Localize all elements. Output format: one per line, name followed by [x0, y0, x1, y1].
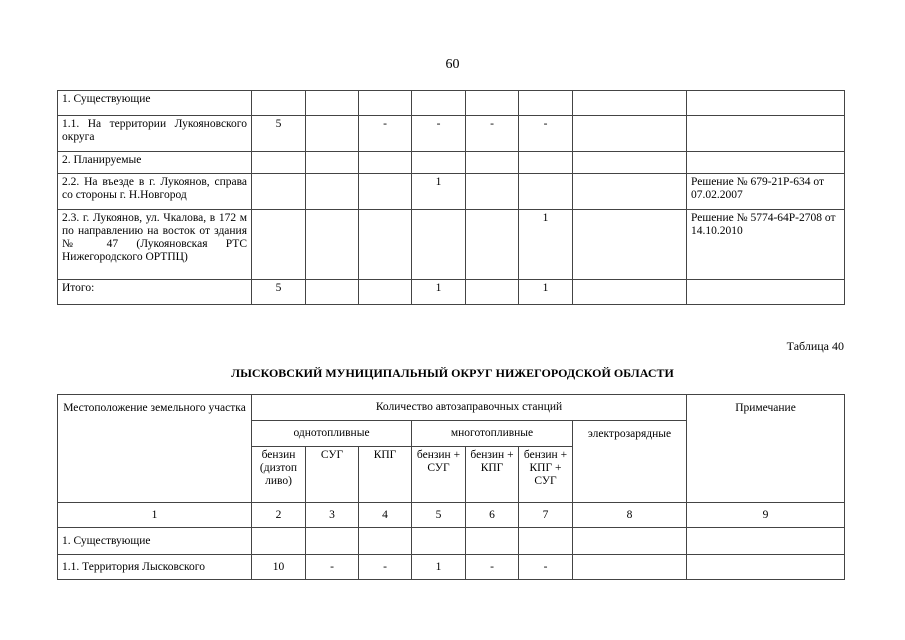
- header-row-1: [58, 395, 845, 421]
- column-number: 9: [687, 503, 845, 528]
- table-cell: -: [466, 116, 519, 152]
- table-cell: [573, 174, 687, 210]
- column-number: 3: [306, 503, 359, 528]
- table-cell: [466, 528, 519, 555]
- table-cell: [687, 152, 845, 174]
- table-cell: [359, 91, 412, 116]
- column-number: 6: [466, 503, 519, 528]
- table-cell: [252, 152, 306, 174]
- table-cell: -: [412, 116, 466, 152]
- table-cell: [412, 152, 466, 174]
- row-label: 2.2. На въезде в г. Лукоянов, справа со стороны г. Н.Новгород: [58, 174, 252, 210]
- table-cell: [252, 210, 306, 280]
- table-cell: 5: [252, 116, 306, 152]
- table-cell: [359, 280, 412, 305]
- table-cell: 1: [412, 280, 466, 305]
- table-cell: [306, 91, 359, 116]
- table-cell: 1: [519, 280, 573, 305]
- table-row: [58, 116, 845, 152]
- table-lukoyanov: [57, 90, 845, 305]
- table-cell: [306, 152, 359, 174]
- table-row: [58, 174, 845, 210]
- table-lyskovo: [57, 394, 845, 580]
- table-cell: [306, 280, 359, 305]
- table-row: [58, 210, 845, 280]
- header-count: Количество автозаправочных станций: [252, 395, 687, 421]
- header-note: Примечание: [687, 395, 845, 503]
- table-cell: [573, 152, 687, 174]
- header-sub-5: бензин + КПГ: [466, 447, 519, 503]
- table-cell: [519, 174, 573, 210]
- table-cell: [359, 152, 412, 174]
- table-cell: [573, 116, 687, 152]
- table-cell: [252, 91, 306, 116]
- table-cell: -: [359, 555, 412, 580]
- header-single-fuel: однотопливные: [252, 421, 412, 447]
- table-cell: [519, 91, 573, 116]
- table-cell: -: [519, 555, 573, 580]
- table-cell: [306, 528, 359, 555]
- table-cell: [252, 528, 306, 555]
- table-cell: [412, 91, 466, 116]
- header-sub-2: СУГ: [306, 447, 359, 503]
- table-cell: [573, 280, 687, 305]
- table-cell: [466, 210, 519, 280]
- table-cell: Решение № 679-21Р-634 от 07.02.2007: [687, 174, 845, 210]
- table-row: [58, 152, 845, 174]
- table-cell: [359, 210, 412, 280]
- header-electric: электрозарядные: [573, 421, 687, 503]
- header-sub-4: бензин + СУГ: [412, 447, 466, 503]
- header-sub-1: бензин (дизтоп ливо): [252, 447, 306, 503]
- table-cell: [573, 555, 687, 580]
- table-cell: -: [466, 555, 519, 580]
- table-cell: 10: [252, 555, 306, 580]
- table-cell: [359, 174, 412, 210]
- table-cell: 5: [252, 280, 306, 305]
- column-number: 1: [58, 503, 252, 528]
- table-cell: -: [519, 116, 573, 152]
- table-cell: [687, 555, 845, 580]
- column-number-row: [58, 503, 845, 528]
- header-sub-6: бензин + КПГ + СУГ: [519, 447, 573, 503]
- table-cell: [306, 210, 359, 280]
- table-cell: [466, 91, 519, 116]
- table-cell: [412, 528, 466, 555]
- table-cell: [359, 528, 412, 555]
- table-cell: 1: [412, 555, 466, 580]
- row-label: 1.1. Территория Лысковского: [58, 555, 252, 580]
- table-cell: [573, 210, 687, 280]
- table-row: [58, 555, 845, 580]
- table-cell: Решение № 5774-64Р-2708 от 14.10.2010: [687, 210, 845, 280]
- row-label: 2. Планируемые: [58, 152, 252, 174]
- table-cell: [306, 116, 359, 152]
- table1-body: [58, 91, 845, 305]
- row-label: 1. Существующие: [58, 91, 252, 116]
- table-cell: [306, 174, 359, 210]
- header-location: Местоположение земельного участка: [58, 395, 252, 503]
- column-number: 8: [573, 503, 687, 528]
- table-cell: [412, 210, 466, 280]
- table-cell: [466, 152, 519, 174]
- table-cell: [252, 174, 306, 210]
- row-label: 2.3. г. Лукоянов, ул. Чкалова, в 172 м по направлению на восток от здания № 47 (Лукояновская РТС Нижегородского ОРТПЦ): [58, 210, 252, 280]
- table-cell: [466, 174, 519, 210]
- table-cell: -: [306, 555, 359, 580]
- table-cell: [466, 280, 519, 305]
- row-label: 1. Существующие: [58, 528, 252, 555]
- table-cell: [519, 528, 573, 555]
- table-row: [58, 528, 845, 555]
- column-number: 2: [252, 503, 306, 528]
- row-label: 1.1. На территории Лукояновского округа: [58, 116, 252, 152]
- table-cell: [687, 116, 845, 152]
- table-cell: [687, 528, 845, 555]
- table2-body: [58, 503, 845, 580]
- section-heading: ЛЫСКОВСКИЙ МУНИЦИПАЛЬНЫЙ ОКРУГ НИЖЕГОРОДСКОЙ ОБЛАСТИ: [231, 366, 674, 380]
- table-cell: [573, 528, 687, 555]
- table-row: [58, 280, 845, 305]
- column-number: 5: [412, 503, 466, 528]
- column-number: 4: [359, 503, 412, 528]
- table-row: [58, 91, 845, 116]
- table-cell: [687, 91, 845, 116]
- row-label: Итого:: [58, 280, 252, 305]
- column-number: 7: [519, 503, 573, 528]
- table-caption: Таблица 40: [786, 339, 844, 353]
- table-cell: -: [359, 116, 412, 152]
- table-cell: 1: [412, 174, 466, 210]
- header-sub-3: КПГ: [359, 447, 412, 503]
- table-cell: 1: [519, 210, 573, 280]
- table-cell: [573, 91, 687, 116]
- header-multi-fuel: многотопливные: [412, 421, 573, 447]
- page-number: 60: [445, 57, 460, 72]
- table-cell: [687, 280, 845, 305]
- table-cell: [519, 152, 573, 174]
